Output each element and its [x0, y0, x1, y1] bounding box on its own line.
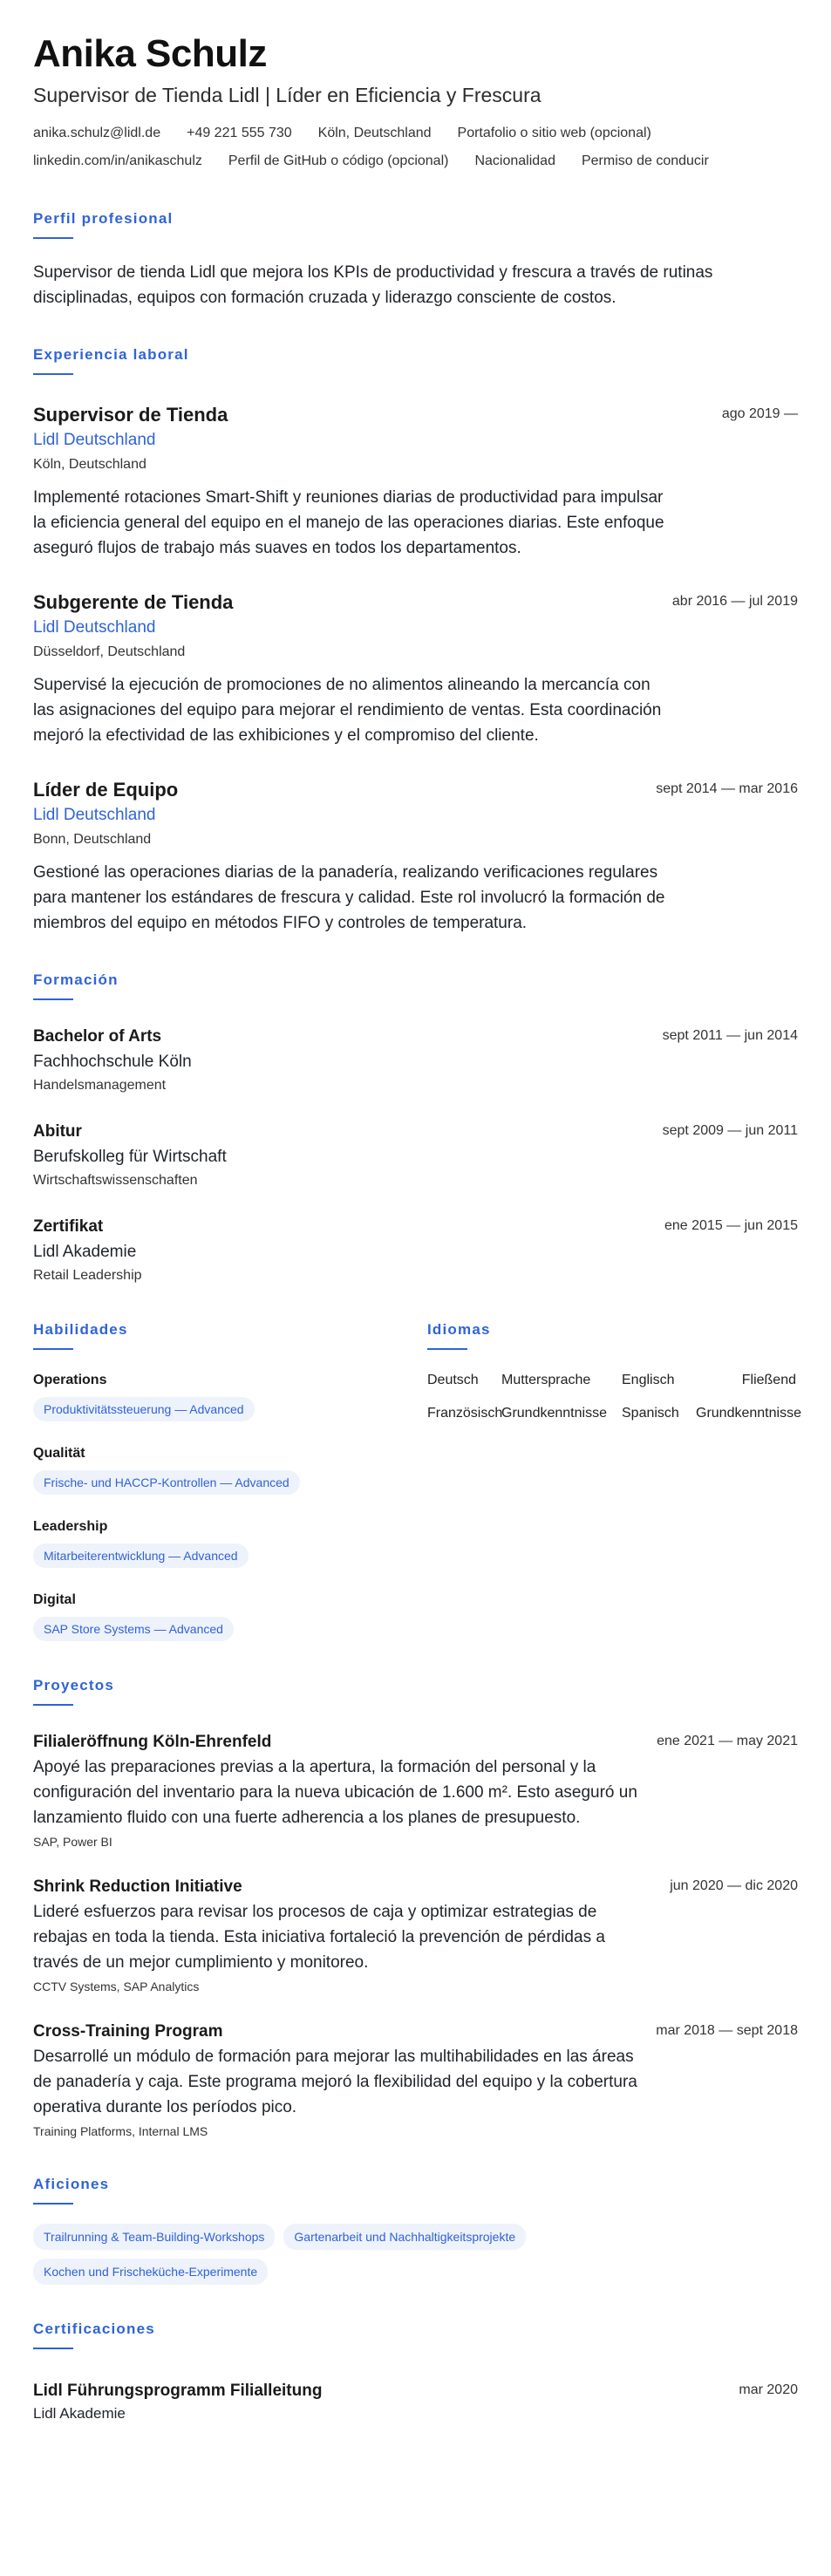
skill-category: Leadership — [33, 1519, 108, 1534]
contact-email[interactable]: anika.schulz@lidl.de — [33, 126, 161, 140]
candidate-name: Anika Schulz — [33, 32, 267, 75]
project-tools: SAP, Power BI — [33, 1835, 112, 1849]
job-title: Subgerente de Tienda — [33, 591, 234, 613]
hobby-chip: Trailrunning & Team-Building-Workshops — [33, 2224, 275, 2250]
skill-category: Operations — [33, 1373, 107, 1387]
skill-chip: Frische- und HACCP-Kontrollen — Advanced — [33, 1470, 300, 1495]
job-dates: sept 2014 — mar 2016 — [656, 781, 798, 796]
job-dates: abr 2016 — jul 2019 — [671, 594, 798, 609]
job-location: Düsseldorf, Deutschland — [33, 644, 186, 659]
project-tools: CCTV Systems, SAP Analytics — [33, 1980, 200, 1993]
education-dates: ene 2015 — jun 2015 — [664, 1218, 798, 1233]
experience-entry — [33, 590, 798, 748]
certifications-section — [33, 2320, 798, 2423]
job-title: Supervisor de Tienda — [33, 404, 228, 426]
contact-nationality: Nacionalidad — [474, 153, 555, 168]
contact-linkedin[interactable]: linkedin.com/in/anikaschulz — [33, 153, 202, 168]
project-dates: ene 2021 — may 2021 — [657, 1734, 798, 1748]
contact-row-1 — [33, 124, 798, 143]
contact-portfolio[interactable]: Portafolio o sitio web (opcional) — [457, 126, 651, 140]
section-divider — [427, 1348, 467, 1350]
job-description: Supervisé la ejecución de promociones de no alimentos alineando la mercancía con las asignaciones del equipo para mejorar el rendimiento de ventas. Esta coordinación mejoró la efectividad de las exhibiciones y el compromiso del cliente. — [33, 676, 662, 745]
skill-group — [33, 1517, 427, 1568]
skill-chip: Mitarbeiterentwicklung — Advanced — [33, 1544, 249, 1568]
job-title: Líder de Equipo — [33, 779, 179, 801]
skill-group — [33, 1591, 427, 1641]
section-title-languages: Idiomas — [427, 1321, 491, 1338]
section-divider — [33, 237, 73, 239]
skill-category: Qualität — [33, 1446, 85, 1461]
job-description: Gestioné las operaciones diarias de la panadería, realizando verificaciones regulares para mantener los estándares de frescura y calidad. Este rol involucró la formación de miembros del equipo en métodos FIFO y controles de temperatura. — [33, 863, 665, 932]
project-description: Lideré esfuerzos para revisar los procesos de caja y optimizar estrategias de rebajas en toda la tienda. Esta iniciativa fortaleció la prevención de pérdidas a través de un mejor cumplimiento y monitoreo. — [33, 1903, 605, 1972]
degree: Abitur — [33, 1122, 82, 1141]
skill-group — [33, 1371, 427, 1421]
section-divider — [33, 2348, 73, 2349]
section-title-skills: Habilidades — [33, 1321, 128, 1338]
degree: Zertifikat — [33, 1217, 104, 1236]
hobbies-section — [33, 2175, 798, 2293]
section-divider — [33, 1704, 73, 1706]
degree: Bachelor of Arts — [33, 1027, 162, 1046]
language-level: Muttersprache — [501, 1373, 591, 1387]
job-description: Implementé rotaciones Smart-Shift y reuniones diarias de productividad para impulsar la eficiencia general del equipo en el manejo de las operaciones diarias. Este enfoque aseguró flujos de trabajo más suaves en todos los departamentos. — [33, 488, 664, 557]
project-name: Shrink Reduction Initiative — [33, 1877, 242, 1896]
experience-entry — [33, 403, 798, 561]
language-name: Französisch — [427, 1406, 503, 1421]
school: Fachhochschule Köln — [33, 1053, 192, 1071]
contact-github[interactable]: Perfil de GitHub o código (opcional) — [228, 153, 449, 168]
project-dates: jun 2020 — dic 2020 — [670, 1878, 798, 1893]
skills-languages-row — [33, 1320, 801, 1641]
skill-category: Digital — [33, 1592, 76, 1607]
languages-list — [427, 1371, 801, 1423]
contact-phone[interactable]: +49 221 555 730 — [187, 126, 292, 140]
section-divider — [33, 373, 73, 375]
field-of-study: Wirtschaftswissenschaften — [33, 1173, 198, 1188]
education-entry — [33, 1026, 798, 1095]
section-title-hobbies: Aficiones — [33, 2176, 110, 2192]
school: Lidl Akademie — [33, 1243, 137, 1261]
language-name: Spanisch — [622, 1406, 679, 1421]
language-name: Deutsch — [427, 1373, 479, 1387]
skill-chip: Produktivitätssteuerung — Advanced — [33, 1397, 255, 1421]
skills-section — [33, 1320, 427, 1641]
hobbies-list — [33, 2224, 644, 2293]
skill-group — [33, 1444, 427, 1495]
headline: Supervisor de Tienda Lidl | Líder en Eficiencia y Frescura — [33, 84, 542, 106]
project-dates: mar 2018 — sept 2018 — [656, 2023, 798, 2038]
certification-entry — [33, 2381, 798, 2423]
job-location: Köln, Deutschland — [33, 457, 146, 472]
project-name: Filialeröffnung Köln-Ehrenfeld — [33, 1733, 272, 1751]
job-location: Bonn, Deutschland — [33, 832, 152, 847]
company-name: Lidl Deutschland — [33, 806, 156, 824]
profile-section — [33, 209, 798, 310]
field-of-study: Retail Leadership — [33, 1268, 142, 1283]
language-level: Grundkenntnisse — [696, 1406, 801, 1421]
languages-section — [427, 1320, 801, 1641]
section-divider — [33, 1348, 73, 1350]
certification-name: Lidl Führungsprogramm Filialleitung — [33, 2382, 323, 2400]
project-description: Desarrollé un módulo de formación para mejorar las multihabilidades en las áreas de panadería y caja. Este programa mejoró la flexibilidad del equipo y la cobertura operativa durante los períodos pico. — [33, 2048, 637, 2116]
project-description: Apoyé las preparaciones previas a la apertura, la formación del personal y la configuración del inventario para la nueva ubicación de 1.600 m². Esto aseguró un lanzamiento fluido con una fuerte adherencia a los planes de presupuesto. — [33, 1758, 637, 1827]
section-divider — [33, 2203, 73, 2205]
section-title-certifications: Certificaciones — [33, 2320, 155, 2337]
project-tools: Training Platforms, Internal LMS — [33, 2124, 208, 2138]
profile-summary: Supervisor de tienda Lidl que mejora los KPIs de productividad y frescura a través de rutinas disciplinadas, equipos con formación cruzada y liderazgo consciente de costos. — [33, 263, 713, 307]
education-entry — [33, 1216, 798, 1285]
certification-date: mar 2020 — [739, 2382, 798, 2397]
project-entry — [33, 1732, 798, 1850]
section-title-experience: Experiencia laboral — [33, 346, 189, 363]
contact-location: Köln, Deutschland — [317, 126, 432, 140]
hobby-chip: Kochen und Frischeküche-Experimente — [33, 2259, 268, 2285]
project-entry — [33, 2021, 798, 2140]
job-dates: ago 2019 — — [721, 406, 798, 421]
company-name: Lidl Deutschland — [33, 618, 156, 637]
education-dates: sept 2011 — jun 2014 — [662, 1028, 798, 1043]
projects-section — [33, 1676, 798, 2140]
section-title-education: Formación — [33, 971, 119, 988]
contact-row-2 — [33, 152, 798, 171]
experience-section — [33, 345, 798, 936]
section-title-projects: Proyectos — [33, 1677, 115, 1693]
language-name: Englisch — [622, 1373, 675, 1387]
school: Berufskolleg für Wirtschaft — [33, 1148, 227, 1166]
education-entry — [33, 1121, 798, 1190]
language-level: Grundkenntnisse — [501, 1406, 607, 1421]
certification-issuer: Lidl Akademie — [33, 2405, 126, 2422]
project-entry — [33, 1877, 798, 1995]
section-title-profile: Perfil profesional — [33, 210, 174, 227]
project-name: Cross-Training Program — [33, 2022, 223, 2041]
skill-chip: SAP Store Systems — Advanced — [33, 1617, 234, 1641]
experience-entry — [33, 778, 798, 936]
language-level: Fließend — [741, 1373, 796, 1387]
hobby-chip: Gartenarbeit und Nachhaltigkeitsprojekte — [283, 2224, 526, 2250]
section-divider — [33, 998, 73, 1000]
resume-header — [33, 31, 798, 171]
contact-driving-license: Permiso de conducir — [581, 153, 709, 168]
company-name: Lidl Deutschland — [33, 431, 156, 449]
field-of-study: Handelsmanagement — [33, 1078, 167, 1093]
education-dates: sept 2009 — jun 2011 — [662, 1123, 798, 1138]
education-section — [33, 971, 798, 1285]
